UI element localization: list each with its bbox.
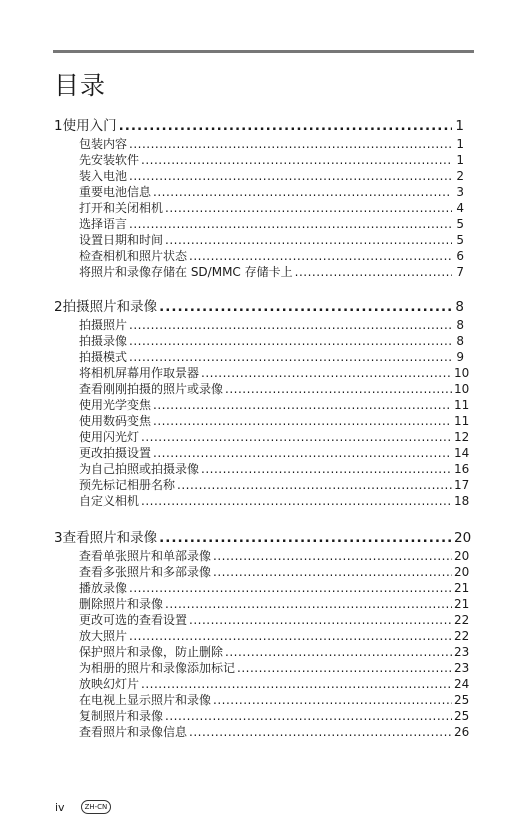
entry-page-number: 3 [456, 185, 464, 199]
entry-page-number: 5 [456, 233, 464, 247]
toc-section-1 [54, 116, 464, 280]
leader-dots [119, 116, 452, 136]
entry-page-number: 24 [454, 677, 470, 691]
entry-title: 查看单张照片和单部录像 [79, 549, 212, 563]
entry-page-number: 18 [454, 494, 470, 508]
entry-title: 自定义相机 [79, 494, 140, 508]
toc-section-heading[interactable] [54, 116, 464, 136]
entry-page-number: 20 [454, 565, 470, 579]
leader-dots [189, 724, 452, 740]
leader-dots [165, 232, 452, 248]
entry-page-number: 1 [456, 137, 464, 151]
entry-page-number: 23 [454, 645, 470, 659]
toc-entry[interactable] [54, 564, 470, 580]
leader-dots [153, 413, 452, 429]
entry-title: 在电视上显示照片和录像 [79, 693, 212, 707]
toc-entry[interactable] [54, 349, 464, 365]
entry-title: 为相册的照片和录像添加标记 [79, 661, 236, 675]
toc-entry[interactable] [54, 152, 464, 168]
toc-entry[interactable] [54, 612, 470, 628]
toc-entry[interactable] [54, 397, 470, 413]
toc-entry[interactable] [54, 248, 464, 264]
entry-page-number: 21 [454, 581, 470, 595]
entry-page-number: 1 [456, 153, 464, 167]
toc-entry[interactable] [54, 232, 464, 248]
entry-title: 复制照片和录像 [79, 709, 164, 723]
leader-dots [153, 445, 452, 461]
leader-dots [165, 200, 452, 216]
entry-title: 查看照片和录像信息 [79, 725, 188, 739]
entry-page-number: 26 [454, 725, 470, 739]
toc-entry[interactable] [54, 264, 464, 280]
section-number: 2 [54, 299, 63, 315]
entry-title: 播放录像 [79, 581, 128, 595]
entry-title: 选择语言 [79, 217, 128, 231]
toc-entry[interactable] [54, 660, 470, 676]
entry-page-number: 12 [454, 430, 470, 444]
entry-title: 使用数码变焦 [79, 414, 152, 428]
entry-page-number: 6 [456, 249, 464, 263]
toc-entry[interactable] [54, 136, 464, 152]
entry-page-number: 2 [456, 169, 464, 183]
entry-page-number: 14 [454, 446, 470, 460]
toc-entry[interactable] [54, 184, 464, 200]
toc-entry[interactable] [54, 168, 464, 184]
section-number: 3 [54, 530, 63, 546]
toc-entry[interactable] [54, 461, 470, 477]
leader-dots [189, 612, 452, 628]
entry-title: 设置日期和时间 [79, 233, 164, 247]
section-page-number: 20 [454, 530, 472, 546]
toc-entry[interactable] [54, 548, 470, 564]
section-number: 1 [54, 118, 63, 134]
entry-page-number: 11 [454, 414, 470, 428]
entry-page-number: 25 [454, 709, 470, 723]
toc-entry[interactable] [54, 381, 470, 397]
leader-dots [237, 660, 452, 676]
toc-entry[interactable] [54, 493, 470, 509]
toc-entry[interactable] [54, 413, 470, 429]
entry-page-number: 8 [456, 334, 464, 348]
section-title: 拍摄照片和录像 [62, 299, 158, 315]
toc-entry[interactable] [54, 580, 470, 596]
entry-title: 先安装软件 [79, 153, 140, 167]
toc-entry[interactable] [54, 333, 464, 349]
toc-entry[interactable] [54, 477, 470, 493]
entry-title: 将照片和录像存储在 SD/MMC 存储卡上 [79, 265, 293, 279]
entry-title: 拍摄模式 [79, 350, 128, 364]
entry-title: 装入电池 [79, 169, 128, 183]
toc-section-heading[interactable] [54, 297, 464, 317]
language-badge: ZH-CN [81, 800, 112, 814]
toc-entry[interactable] [54, 628, 470, 644]
toc-section-heading[interactable] [54, 528, 472, 548]
leader-dots [295, 264, 452, 280]
leader-dots [129, 333, 452, 349]
entry-title: 更改可选的查看设置 [79, 613, 188, 627]
leader-dots [159, 528, 452, 548]
entry-title: 使用光学变焦 [79, 398, 152, 412]
entry-page-number: 23 [454, 661, 470, 675]
section-page-number: 1 [455, 118, 464, 134]
leader-dots [141, 493, 452, 509]
leader-dots [129, 349, 452, 365]
leader-dots [159, 297, 452, 317]
header-rule [53, 50, 474, 53]
toc-entry[interactable] [54, 692, 470, 708]
entry-page-number: 22 [454, 613, 470, 627]
leader-dots [213, 692, 452, 708]
entry-title: 预先标记相册名称 [79, 478, 176, 492]
entry-page-number: 25 [454, 693, 470, 707]
entry-page-number: 17 [454, 478, 470, 492]
entry-page-number: 10 [454, 366, 470, 380]
page-footer [55, 800, 111, 814]
toc-entry[interactable] [54, 216, 464, 232]
toc-section-2 [54, 297, 470, 509]
leader-dots [225, 381, 452, 397]
toc-entry[interactable] [54, 708, 470, 724]
entry-title: 更改拍摄设置 [79, 446, 152, 460]
leader-dots [129, 628, 452, 644]
entry-page-number: 10 [454, 382, 470, 396]
entry-title: 放映幻灯片 [79, 677, 140, 691]
leader-dots [141, 429, 452, 445]
toc-entry[interactable] [54, 644, 470, 660]
section-title: 使用入门 [62, 118, 117, 134]
entry-page-number: 22 [454, 629, 470, 643]
toc-entry[interactable] [54, 317, 464, 333]
entry-page-number: 5 [456, 217, 464, 231]
entry-title: 检查相机和照片状态 [79, 249, 188, 263]
entry-page-number: 7 [456, 265, 464, 279]
section-title: 查看照片和录像 [62, 530, 158, 546]
entry-page-number: 11 [454, 398, 470, 412]
leader-dots [225, 644, 452, 660]
leader-dots [129, 317, 452, 333]
leader-dots [201, 365, 452, 381]
leader-dots [141, 152, 452, 168]
entry-title: 保护照片和录像，防止删除 [79, 645, 224, 659]
toc-entry[interactable] [54, 724, 470, 740]
leader-dots [213, 548, 452, 564]
entry-title: 将相机屏幕用作取景器 [79, 366, 200, 380]
toc-entry[interactable] [54, 445, 470, 461]
entry-page-number: 9 [456, 350, 464, 364]
toc-entry[interactable] [54, 429, 470, 445]
leader-dots [177, 477, 452, 493]
entry-page-number: 4 [456, 201, 464, 215]
toc-entry[interactable] [54, 365, 470, 381]
page-title: 目录 [54, 71, 107, 100]
entry-title: 查看多张照片和多部录像 [79, 565, 212, 579]
toc-section-3 [54, 528, 472, 740]
leader-dots [129, 216, 452, 232]
leader-dots [201, 461, 452, 477]
toc-entry[interactable] [54, 676, 470, 692]
entry-title: 包装内容 [79, 137, 128, 151]
toc-entry[interactable] [54, 596, 470, 612]
entry-title: 删除照片和录像 [79, 597, 164, 611]
entry-title: 拍摄照片 [79, 318, 128, 332]
entry-title: 放大照片 [79, 629, 128, 643]
section-page-number: 8 [455, 299, 464, 315]
toc-entry[interactable] [54, 200, 464, 216]
leader-dots [213, 564, 452, 580]
leader-dots [129, 580, 452, 596]
leader-dots [165, 708, 452, 724]
leader-dots [153, 184, 452, 200]
entry-page-number: 20 [454, 549, 470, 563]
leader-dots [165, 596, 452, 612]
entry-title: 使用闪光灯 [79, 430, 140, 444]
entry-page-number: 16 [454, 462, 470, 476]
entry-page-number: 21 [454, 597, 470, 611]
leader-dots [153, 397, 452, 413]
leader-dots [141, 676, 452, 692]
leader-dots [129, 168, 452, 184]
entry-title: 打开和关闭相机 [79, 201, 164, 215]
entry-page-number: 8 [456, 318, 464, 332]
leader-dots [129, 136, 452, 152]
entry-title: 为自己拍照或拍摄录像 [79, 462, 200, 476]
entry-title: 查看刚刚拍摄的照片或录像 [79, 382, 224, 396]
page-number: iv [55, 800, 65, 814]
entry-title: 拍摄录像 [79, 334, 128, 348]
leader-dots [189, 248, 452, 264]
entry-title: 重要电池信息 [79, 185, 152, 199]
